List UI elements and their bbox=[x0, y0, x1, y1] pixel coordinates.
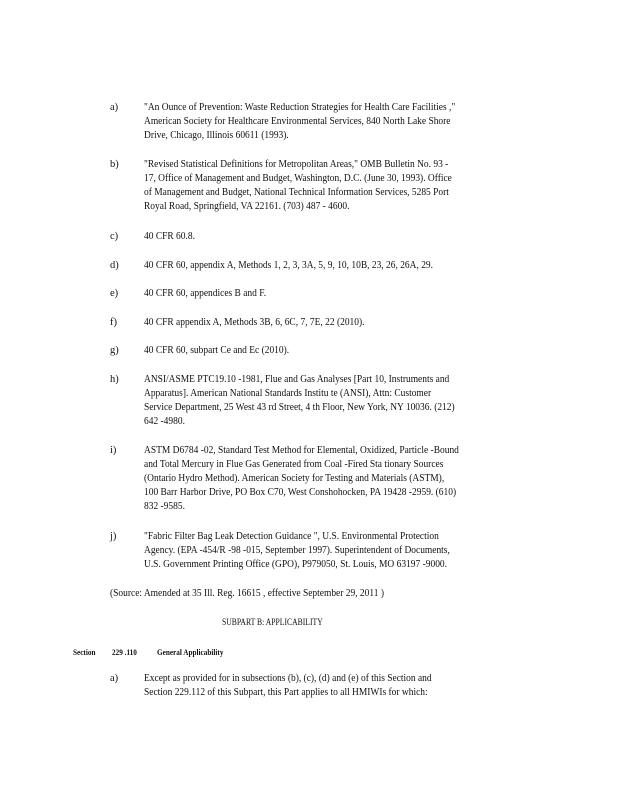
reference-line: U.S. Government Printing Office (GPO), P979050, St. Louis, MO 63197 -9000. bbox=[144, 559, 448, 570]
subpart-heading: SUBPART B: APPLICABILITY bbox=[222, 617, 323, 627]
reference-text bbox=[144, 344, 500, 358]
reference-text bbox=[144, 230, 500, 244]
reference-line: Service Department, 25 West 43 rd Street, 4 th Floor, New York, NY 10036. (212) bbox=[144, 402, 455, 413]
reference-text bbox=[144, 444, 500, 514]
reference-line: Apparatus]. American National Standards Institu te (ANSI), Attn: Customer bbox=[144, 388, 432, 399]
reference-label: b) bbox=[110, 159, 119, 170]
reference-line: 100 Barr Harbor Drive, PO Box C70, West Conshohocken, PA 19428 -2959. (610) bbox=[144, 487, 457, 498]
reference-line: 832 -9585. bbox=[144, 501, 185, 512]
paragraph-label: a) bbox=[110, 673, 119, 684]
reference-line: ASTM D6784 -02, Standard Test Method for Elemental, Oxidized, Particle -Bound bbox=[144, 445, 459, 456]
reference-label: e) bbox=[110, 288, 119, 299]
reference-label: d) bbox=[110, 260, 119, 271]
reference-line: 642 -4980. bbox=[144, 416, 185, 427]
reference-label: g) bbox=[110, 345, 119, 356]
reference-line: 40 CFR 60, subpart Ce and Ec (2010). bbox=[144, 345, 290, 356]
reference-line: 40 CFR appendix A, Methods 3B, 6, 6C, 7, 7E, 22 (2010). bbox=[144, 317, 365, 328]
reference-label: c) bbox=[110, 231, 119, 242]
reference-line: (Ontario Hydro Method). American Society for Testing and Materials (ASTM), bbox=[144, 473, 445, 484]
reference-label: j) bbox=[110, 531, 117, 542]
paragraph-line: Except as provided for in subsections (b), (c), (d) and (e) of this Section and bbox=[144, 673, 432, 684]
reference-line: "Revised Statistical Definitions for Metropolitan Areas," OMB Bulletin No. 93 - bbox=[144, 159, 449, 170]
reference-line: 17, Office of Management and Budget, Washington, D.C. (June 30, 1993). Office bbox=[144, 173, 452, 184]
section-label: Section bbox=[73, 647, 96, 657]
reference-line: "An Ounce of Prevention: Waste Reduction Strategies for Health Care Facilities ," bbox=[144, 102, 456, 113]
reference-line: ANSI/ASME PTC19.10 -1981, Flue and Gas Analyses [Part 10, Instruments and bbox=[144, 374, 450, 385]
section-number: 229 .110 bbox=[112, 647, 137, 657]
reference-text bbox=[144, 259, 500, 273]
reference-line: Agency. (EPA -454/R -98 -015, September 1997). Superintendent of Documents, bbox=[144, 545, 450, 556]
reference-line: 40 CFR 60, appendix A, Methods 1, 2, 3, 3A, 5, 9, 10, 10B, 23, 26, 26A, 29. bbox=[144, 260, 434, 271]
reference-line: 40 CFR 60.8. bbox=[144, 231, 195, 242]
reference-line: American Society for Healthcare Environmental Services, 840 North Lake Shore bbox=[144, 116, 451, 127]
reference-label: a) bbox=[110, 102, 119, 113]
section-title: General Applicability bbox=[157, 647, 224, 657]
reference-text bbox=[144, 158, 500, 214]
reference-text bbox=[144, 101, 500, 143]
reference-text bbox=[144, 373, 500, 429]
reference-label: f) bbox=[110, 317, 117, 328]
reference-label: h) bbox=[110, 374, 119, 385]
reference-text bbox=[144, 287, 500, 301]
source-note: (Source: Amended at 35 Ill. Reg. 16615 , effective September 29, 2011 ) bbox=[110, 588, 384, 599]
reference-text bbox=[144, 530, 500, 572]
reference-line: of Management and Budget, National Technical Information Services, 5285 Port bbox=[144, 187, 449, 198]
reference-text bbox=[144, 316, 500, 330]
reference-line: and Total Mercury in Flue Gas Generated from Coal -Fired Sta tionary Sources bbox=[144, 459, 444, 470]
reference-line: Drive, Chicago, Illinois 60611 (1993). bbox=[144, 130, 289, 141]
reference-line: 40 CFR 60, appendices B and F. bbox=[144, 288, 267, 299]
reference-line: Royal Road, Springfield, VA 22161. (703) 487 - 4600. bbox=[144, 201, 350, 212]
reference-line: "Fabric Filter Bag Leak Detection Guidance ", U.S. Environmental Protection bbox=[144, 531, 439, 542]
paragraph-line: Section 229.112 of this Subpart, this Part applies to all HMIWIs for which: bbox=[144, 687, 428, 698]
paragraph-text bbox=[144, 672, 513, 700]
reference-label: i) bbox=[110, 445, 117, 456]
